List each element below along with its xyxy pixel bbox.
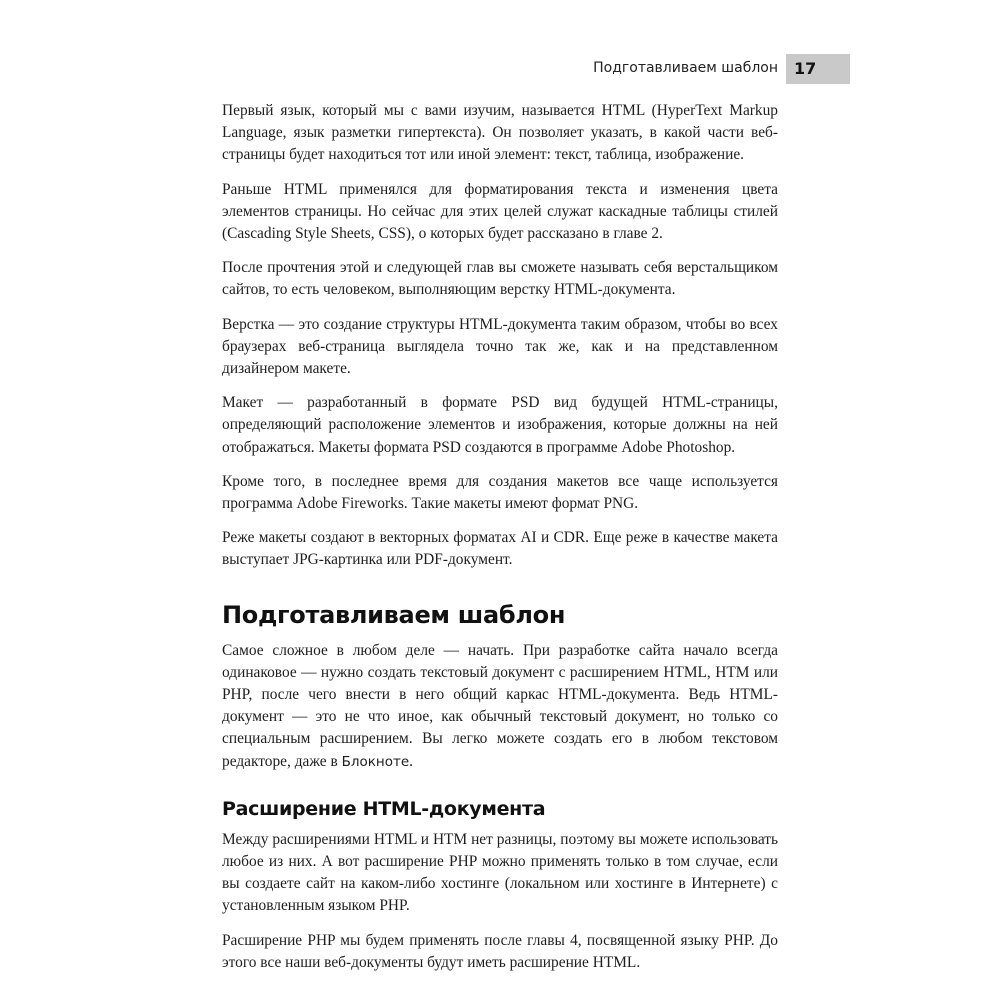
paragraph: Верстка — это создание структуры HTML-документа таким образом, чтобы во всех браузерах веб-страница выглядела точно так же, как и на представленном дизайнером макете. bbox=[222, 315, 778, 378]
section-paragraph bbox=[222, 640, 778, 773]
section-paragraph-end: . bbox=[409, 752, 414, 770]
running-title: Подготавливаем шаблон bbox=[593, 60, 778, 76]
section-paragraph-text: Самое сложное в любом деле — начать. При разработке сайта начало всегда одинаковое — нужно создать текстовый документ с расширением HTML, HTM или PHP, после чего внести в него общий каркас HTML-документа. Ведь HTML-документ — это не что иное, как обычный текстовый документ, но только со специальным расширением. Вы легко можете создать его в любом текстовом редакторе, даже в bbox=[222, 641, 778, 770]
page-body bbox=[222, 100, 778, 986]
section-heading: Подготавливаем шаблон bbox=[222, 600, 566, 629]
paragraph: Между расширениями HTML и HTM нет разницы, поэтому вы можете использовать любое из них. А вот расширение PHP можно применять только в том случае, если вы создаете сайт на каком-либо хостинге (локальном или хостинге в Интернете) с установленным языком PHP. bbox=[222, 830, 778, 915]
paragraph: Раньше HTML применялся для форматирования текста и изменения цвета элементов страницы. Но сейчас для этих целей служат каскадные таблицы стилей (Cascading Style Sheets, CSS), о которых будет рассказано в главе 2. bbox=[222, 180, 778, 243]
paragraph: Первый язык, который мы с вами изучим, называется HTML (HyperText Markup Language, язык разметки гипертекста). Он позволяет указать, в какой части веб-страницы будет находиться тот или иной элемент: текст, таблица, изображение. bbox=[222, 102, 778, 164]
paragraph: Реже макеты создают в векторных форматах AI и CDR. Еще реже в качестве макета выступает JPG-картинка или PDF-документ. bbox=[222, 529, 778, 569]
paragraph: Расширение PHP мы будем применять после главы 4, посвященной языку PHP. До этого все наши веб-документы будут иметь расширение HTML. bbox=[222, 931, 778, 971]
paragraph: После прочтения этой и следующей глав вы сможете называть себя верстальщиком сайтов, то есть человеком, выполняющим верстку HTML-документа. bbox=[222, 259, 778, 299]
paragraph: Кроме того, в последнее время для создания макетов все чаще используется программа Adobe Fireworks. Такие макеты имеют формат PNG. bbox=[222, 472, 778, 513]
page-number: 17 bbox=[786, 54, 850, 84]
running-header bbox=[0, 54, 850, 84]
subsection-heading: Расширение HTML-документа bbox=[222, 797, 546, 820]
paragraph: Макет — разработанный в формате PSD вид будущей HTML-страницы, определяющий расположение элементов и изображения, которые должны на ней отображаться. Макеты формата PSD создаются в программе Adobe Photoshop. bbox=[222, 394, 778, 456]
program-term: Блокноте bbox=[341, 753, 410, 770]
